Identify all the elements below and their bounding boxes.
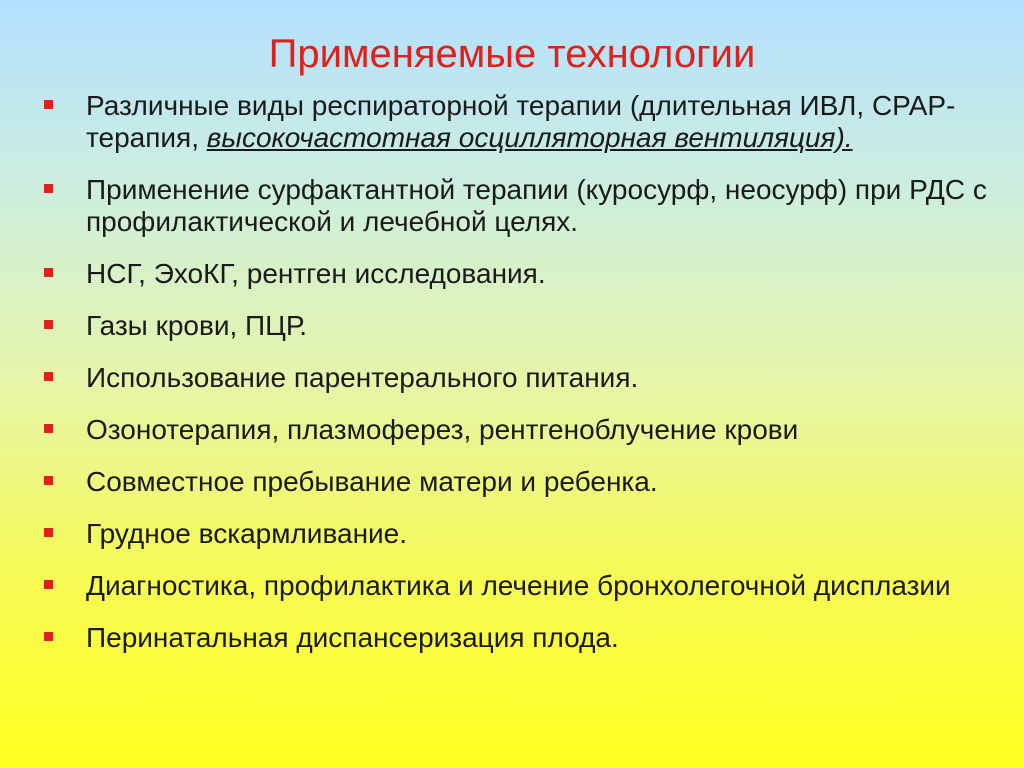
square-bullet-icon [44, 100, 53, 109]
list-item [44, 258, 994, 290]
square-bullet-icon [44, 184, 53, 193]
list-item [44, 310, 994, 342]
square-bullet-icon [44, 424, 53, 433]
list-item-text: Грудное вскармливание. [86, 518, 408, 549]
list-item-text: Перинатальная диспансеризация плода. [86, 622, 619, 653]
list-item-text: Совместное пребывание матери и ребенка. [86, 466, 658, 497]
list-item-text: Озонотерапия, плазмоферез, рентгеноблучение крови [86, 414, 799, 445]
square-bullet-icon [44, 372, 53, 381]
square-bullet-icon [44, 320, 53, 329]
square-bullet-icon [44, 528, 53, 537]
list-item [44, 362, 994, 394]
bullet-list [44, 90, 994, 674]
square-bullet-icon [44, 632, 53, 641]
list-item-text: Диагностика, профилактика и лечение бронхолегочной дисплазии [86, 570, 951, 601]
list-item [44, 90, 994, 154]
slide-title: Применяемые технологии [268, 32, 756, 76]
list-item-emphasis: высокочастотная осцилляторная вентиляция). [206, 122, 853, 153]
list-item [44, 174, 994, 238]
list-item-text: НСГ, ЭхоКГ, рентген исследования. [86, 258, 546, 289]
list-item [44, 622, 994, 654]
list-item [44, 414, 994, 446]
list-item [44, 518, 994, 550]
list-item-text: Газы крови, ПЦР. [86, 310, 308, 341]
square-bullet-icon [44, 268, 53, 277]
list-item [44, 466, 994, 498]
list-item-text: Различные виды респираторной терапии (длительная ИВЛ, CPAP-терапия, [86, 90, 956, 153]
list-item [44, 570, 994, 602]
list-item-text: Использование парентерального питания. [86, 362, 639, 393]
square-bullet-icon [44, 476, 53, 485]
square-bullet-icon [44, 580, 53, 589]
list-item-text: Применение сурфактантной терапии (куросурф, неосурф) при РДС с профилактической и лечебной целях. [86, 174, 987, 237]
